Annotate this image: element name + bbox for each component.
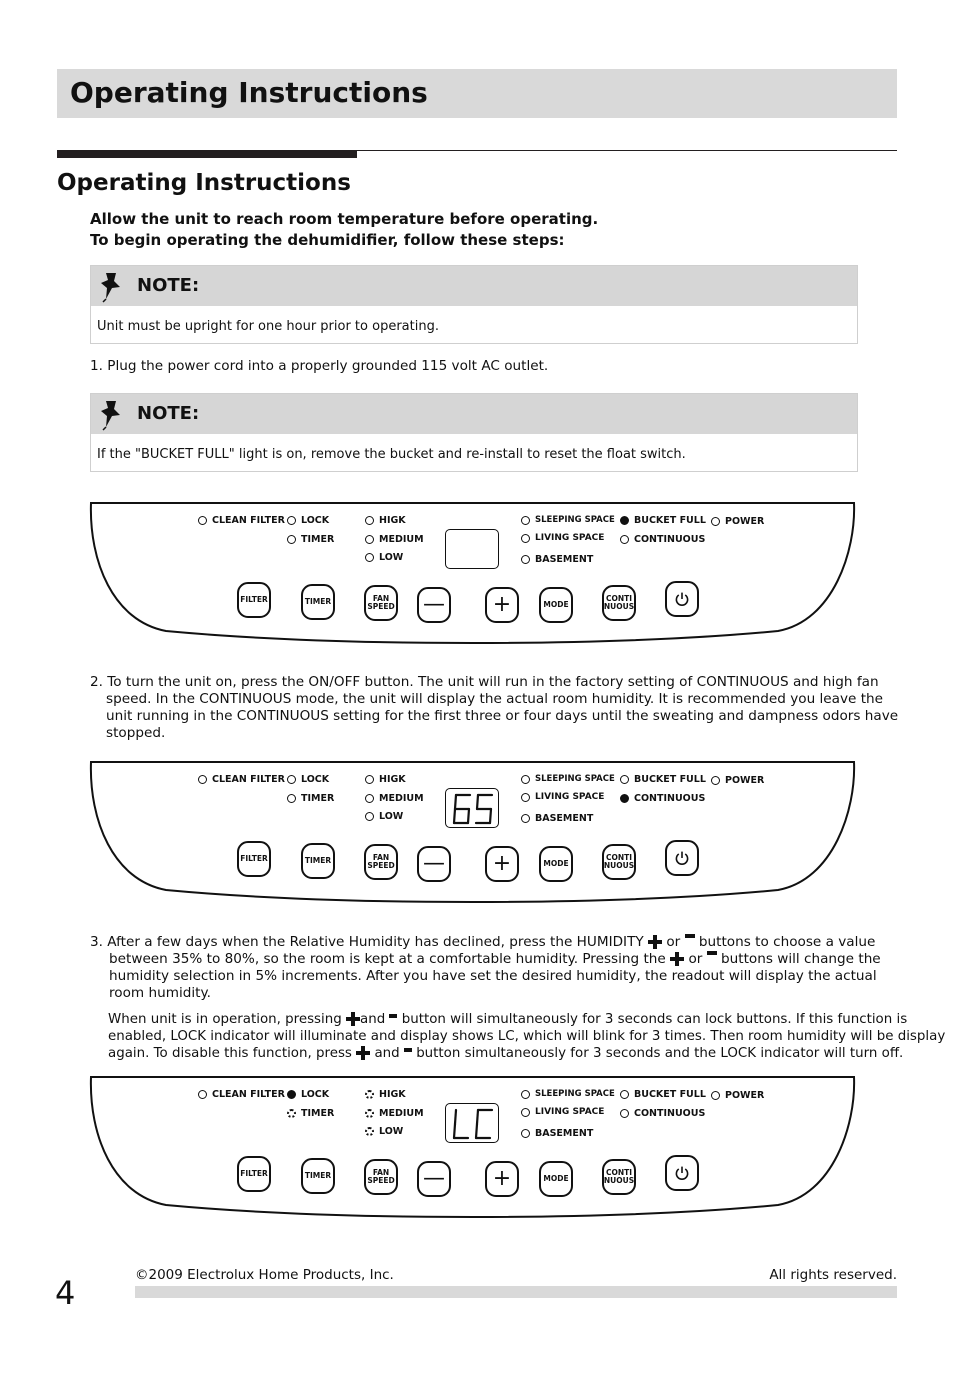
step-3-line-2 bbox=[109, 951, 881, 968]
timer-button[interactable] bbox=[301, 843, 335, 879]
display-segment bbox=[476, 1124, 477, 1138]
basement-label: BASEMENT bbox=[535, 554, 594, 565]
lock-indicator bbox=[287, 515, 329, 526]
bucket-full-indicator bbox=[620, 515, 706, 526]
low-led bbox=[365, 553, 374, 562]
continuous-label-line-2: NUOUS bbox=[603, 602, 635, 611]
basement-indicator bbox=[521, 554, 593, 565]
continuous-button-label bbox=[604, 595, 634, 611]
continuous-button-label bbox=[604, 854, 634, 870]
power-icon bbox=[674, 591, 690, 607]
bucket-full-indicator bbox=[620, 1089, 706, 1100]
lock-label: LOCK bbox=[301, 774, 330, 785]
power-button[interactable] bbox=[665, 840, 699, 876]
minus-icon bbox=[707, 951, 717, 957]
timer-indicator bbox=[287, 793, 334, 804]
plus-icon: + bbox=[492, 592, 512, 617]
lock-text-c: again. To disable this function, press bbox=[108, 1046, 352, 1061]
high-label: HIGK bbox=[379, 774, 406, 785]
step-3-line-1 bbox=[90, 934, 875, 951]
humidity-plus-button[interactable] bbox=[485, 846, 519, 882]
low-led bbox=[365, 812, 374, 821]
section-rule-thin bbox=[357, 150, 897, 151]
mode-button[interactable] bbox=[539, 1161, 573, 1197]
sleeping-space-led bbox=[521, 1090, 530, 1099]
lock-text-d: button simultaneously for 3 seconds and the LOCK indicator will turn off. bbox=[416, 1046, 904, 1061]
timer-button[interactable] bbox=[301, 584, 335, 620]
continuous-led bbox=[620, 794, 629, 803]
lock-indicator bbox=[287, 774, 329, 785]
note-label: NOTE: bbox=[137, 275, 200, 296]
timer-led bbox=[287, 794, 296, 803]
mode-button-label: MODE bbox=[543, 859, 569, 868]
display-digits bbox=[450, 1106, 496, 1142]
low-label: LOW bbox=[379, 1126, 404, 1137]
lock-text-b: button will simultaneously for 3 seconds can lock buttons. If this function is bbox=[401, 1012, 908, 1027]
continuous-label: CONTINUOUS bbox=[634, 1108, 706, 1119]
footer-band bbox=[135, 1286, 897, 1298]
mode-button[interactable] bbox=[539, 587, 573, 623]
lock-line-1 bbox=[108, 1011, 907, 1028]
plus-icon bbox=[356, 1046, 370, 1060]
sleeping-space-label: SLEEPING SPACE bbox=[535, 1089, 615, 1099]
living-space-label: LIVING SPACE bbox=[535, 792, 605, 802]
high-label: HIGK bbox=[379, 515, 406, 526]
humidity-minus-button[interactable] bbox=[417, 587, 451, 623]
sleeping-space-indicator bbox=[521, 774, 615, 784]
continuous-label-line-2: NUOUS bbox=[603, 861, 635, 870]
high-indicator bbox=[365, 1089, 406, 1100]
footer-copyright: ©2009 Electrolux Home Products, Inc. bbox=[135, 1267, 394, 1283]
power-button[interactable] bbox=[665, 581, 699, 617]
sleeping-space-label: SLEEPING SPACE bbox=[535, 515, 615, 525]
bucket-full-led bbox=[620, 1090, 629, 1099]
minus-icon: — bbox=[423, 1166, 445, 1191]
low-indicator bbox=[365, 1126, 403, 1137]
plus-icon: + bbox=[492, 1166, 512, 1191]
clean-filter-indicator bbox=[198, 515, 285, 526]
lock-led bbox=[287, 516, 296, 525]
power-led bbox=[711, 1091, 720, 1100]
page-number: 4 bbox=[55, 1274, 76, 1312]
living-space-label: LIVING SPACE bbox=[535, 533, 605, 543]
continuous-label: CONTINUOUS bbox=[634, 534, 706, 545]
note-text: If the "BUCKET FULL" light is on, remove the bucket and re-install to reset the float switch. bbox=[91, 434, 857, 471]
step-1-text: 1. Plug the power cord into a properly grounded 115 volt AC outlet. bbox=[90, 358, 549, 374]
filter-button[interactable] bbox=[237, 1156, 271, 1192]
continuous-label-line-1: CONTI bbox=[605, 1168, 633, 1177]
timer-button[interactable] bbox=[301, 1158, 335, 1194]
step-2-line-2: speed. In the CONTINUOUS mode, the unit will display the actual room humidity. It is recommended you leave the bbox=[106, 691, 884, 707]
fan-speed-label-line-2: SPEED bbox=[367, 602, 395, 611]
section-title: Operating Instructions bbox=[57, 170, 351, 196]
lock-label: LOCK bbox=[301, 1089, 330, 1100]
continuous-button[interactable] bbox=[602, 585, 636, 621]
bucket-full-led bbox=[620, 775, 629, 784]
medium-led bbox=[365, 794, 374, 803]
footer-rights: All rights reserved. bbox=[769, 1267, 897, 1283]
display-segment bbox=[454, 1124, 455, 1138]
pushpin-icon bbox=[99, 399, 129, 431]
continuous-label-line-2: NUOUS bbox=[603, 1176, 635, 1185]
timer-label: TIMER bbox=[301, 534, 335, 545]
high-indicator bbox=[365, 774, 406, 785]
fan-speed-button[interactable] bbox=[364, 844, 398, 880]
timer-indicator bbox=[287, 534, 334, 545]
lock-led bbox=[287, 775, 296, 784]
high-led bbox=[365, 516, 374, 525]
note-header bbox=[91, 266, 857, 306]
display-segment bbox=[477, 1110, 478, 1124]
display-segment bbox=[490, 809, 491, 823]
clean-filter-label: CLEAN FILTER bbox=[212, 1089, 285, 1100]
high-led bbox=[365, 1090, 374, 1099]
sleeping-space-led bbox=[521, 516, 530, 525]
minus-icon: — bbox=[423, 592, 445, 617]
fan-speed-label-line-1: FAN bbox=[372, 1168, 390, 1177]
continuous-label-line-1: CONTI bbox=[605, 853, 633, 862]
power-icon bbox=[674, 850, 690, 866]
timer-label: TIMER bbox=[301, 793, 335, 804]
high-label: HIGK bbox=[379, 1089, 406, 1100]
step-3-text-b: buttons to choose a value bbox=[698, 934, 876, 950]
power-led bbox=[711, 776, 720, 785]
lock-indicator bbox=[287, 1089, 329, 1100]
living-space-led bbox=[521, 1108, 530, 1117]
page-header-title: Operating Instructions bbox=[70, 76, 428, 109]
display-digits bbox=[450, 791, 496, 827]
humidity-minus-button[interactable] bbox=[417, 846, 451, 882]
timer-led bbox=[287, 535, 296, 544]
mode-button-label: MODE bbox=[543, 600, 569, 609]
fan-speed-label-line-1: FAN bbox=[372, 594, 390, 603]
power-label: POWER bbox=[725, 516, 765, 527]
display-segment bbox=[455, 795, 456, 809]
fan-speed-button-label bbox=[367, 1169, 394, 1185]
basement-led bbox=[521, 814, 530, 823]
humidity-plus-button[interactable] bbox=[485, 587, 519, 623]
and-text: and bbox=[360, 1012, 386, 1027]
filter-button[interactable] bbox=[237, 582, 271, 618]
basement-label: BASEMENT bbox=[535, 1128, 594, 1139]
high-indicator bbox=[365, 515, 406, 526]
bucket-full-indicator bbox=[620, 774, 706, 785]
medium-indicator bbox=[365, 534, 424, 545]
clean-filter-label: CLEAN FILTER bbox=[212, 515, 285, 526]
medium-label: MEDIUM bbox=[379, 793, 424, 804]
power-led bbox=[711, 517, 720, 526]
display-segment bbox=[477, 795, 478, 809]
step-3-line-3: humidity selection in 5% increments. After you have set the desired humidity, the readout will display the actual bbox=[109, 968, 877, 984]
step-2-line-4: stopped. bbox=[106, 725, 166, 741]
low-label: LOW bbox=[379, 552, 404, 563]
medium-led bbox=[365, 535, 374, 544]
power-indicator bbox=[711, 775, 764, 786]
bucket-full-label: BUCKET FULL bbox=[634, 1089, 706, 1100]
step-3-line-4: room humidity. bbox=[109, 985, 211, 1001]
continuous-led bbox=[620, 1109, 629, 1118]
note-text: Unit must be upright for one hour prior to operating. bbox=[91, 306, 857, 343]
continuous-button[interactable] bbox=[602, 844, 636, 880]
medium-label: MEDIUM bbox=[379, 534, 424, 545]
timer-button-label: TIMER bbox=[304, 597, 332, 606]
fan-speed-label-line-1: FAN bbox=[372, 853, 390, 862]
humidity-minus-button[interactable] bbox=[417, 1161, 451, 1197]
step-3-text-c: between 35% to 80%, so the room is kept at a comfortable humidity. Pressing the bbox=[109, 951, 666, 967]
clean-filter-indicator bbox=[198, 1089, 285, 1100]
note-box-2 bbox=[90, 393, 858, 472]
control-panel-1 bbox=[88, 501, 856, 647]
plus-icon bbox=[346, 1012, 360, 1026]
intro-line-1: Allow the unit to reach room temperature before operating. bbox=[90, 210, 599, 228]
lock-label: LOCK bbox=[301, 515, 330, 526]
power-button[interactable] bbox=[665, 1155, 699, 1191]
step-2-line-3: unit running in the CONTINUOUS setting for the first three or four days until the sweating and dampness odors have bbox=[106, 708, 899, 724]
continuous-button-label bbox=[604, 1169, 634, 1185]
medium-label: MEDIUM bbox=[379, 1108, 424, 1119]
clean-filter-led bbox=[198, 516, 207, 525]
power-label: POWER bbox=[725, 1090, 765, 1101]
step-2-line-1: 2. To turn the unit on, press the ON/OFF button. The unit will run in the factory setting of CONTINUOUS and high fan bbox=[90, 674, 879, 690]
filter-button-label: FILTER bbox=[240, 854, 268, 863]
humidity-display bbox=[445, 788, 499, 828]
control-panel-2 bbox=[88, 760, 856, 906]
filter-button-label: FILTER bbox=[240, 595, 268, 604]
living-space-indicator bbox=[521, 1107, 604, 1117]
display-digits bbox=[450, 532, 496, 568]
fan-speed-button-label bbox=[367, 854, 394, 870]
living-space-led bbox=[521, 534, 530, 543]
medium-indicator bbox=[365, 1108, 424, 1119]
note-label: NOTE: bbox=[137, 403, 200, 424]
filter-button[interactable] bbox=[237, 841, 271, 877]
high-led bbox=[365, 775, 374, 784]
basement-led bbox=[521, 555, 530, 564]
low-label: LOW bbox=[379, 811, 404, 822]
timer-indicator bbox=[287, 1108, 334, 1119]
lock-text-a: When unit is in operation, pressing bbox=[108, 1012, 342, 1027]
sleeping-space-indicator bbox=[521, 1089, 615, 1099]
bucket-full-led bbox=[620, 516, 629, 525]
living-space-indicator bbox=[521, 533, 604, 543]
continuous-label-line-1: CONTI bbox=[605, 594, 633, 603]
living-space-label: LIVING SPACE bbox=[535, 1107, 605, 1117]
clean-filter-indicator bbox=[198, 774, 285, 785]
mode-button-label: MODE bbox=[543, 1174, 569, 1183]
low-indicator bbox=[365, 552, 403, 563]
clean-filter-led bbox=[198, 775, 207, 784]
clean-filter-label: CLEAN FILTER bbox=[212, 774, 285, 785]
pushpin-icon bbox=[99, 271, 129, 303]
power-indicator bbox=[711, 1090, 764, 1101]
fan-speed-button-label bbox=[367, 595, 394, 611]
humidity-plus-button[interactable] bbox=[485, 1161, 519, 1197]
minus-icon bbox=[389, 1014, 397, 1020]
fan-speed-label-line-2: SPEED bbox=[367, 1176, 395, 1185]
clean-filter-led bbox=[198, 1090, 207, 1099]
fan-speed-label-line-2: SPEED bbox=[367, 861, 395, 870]
timer-led bbox=[287, 1109, 296, 1118]
humidity-display bbox=[445, 1103, 499, 1143]
minus-icon bbox=[404, 1048, 412, 1054]
living-space-indicator bbox=[521, 792, 604, 802]
continuous-indicator bbox=[620, 1108, 705, 1119]
intro-line-2: To begin operating the dehumidifier, follow these steps: bbox=[90, 231, 565, 249]
power-icon bbox=[674, 1165, 690, 1181]
basement-indicator bbox=[521, 813, 593, 824]
power-indicator bbox=[711, 516, 764, 527]
medium-indicator bbox=[365, 793, 424, 804]
and-text: and bbox=[374, 1046, 400, 1061]
basement-indicator bbox=[521, 1128, 593, 1139]
low-led bbox=[365, 1127, 374, 1136]
humidity-display bbox=[445, 529, 499, 569]
continuous-button[interactable] bbox=[602, 1159, 636, 1195]
bucket-full-label: BUCKET FULL bbox=[634, 774, 706, 785]
timer-button-label: TIMER bbox=[304, 856, 332, 865]
note-header bbox=[91, 394, 857, 434]
plus-icon: + bbox=[492, 851, 512, 876]
bucket-full-label: BUCKET FULL bbox=[634, 515, 706, 526]
section-rule-thick bbox=[57, 150, 357, 158]
sleeping-space-indicator bbox=[521, 515, 615, 525]
step-3-text-d: buttons will change the bbox=[721, 951, 881, 967]
lock-line-2: enabled, LOCK indicator will illuminate and display shows LC, which will blink for 3 times. Then room humidity will be display bbox=[108, 1029, 946, 1044]
timer-button-label: TIMER bbox=[304, 1171, 332, 1180]
or-text: or bbox=[688, 951, 703, 967]
continuous-led bbox=[620, 535, 629, 544]
plus-icon bbox=[648, 935, 662, 949]
basement-label: BASEMENT bbox=[535, 813, 594, 824]
minus-icon bbox=[685, 934, 695, 940]
display-segment bbox=[455, 1110, 456, 1124]
low-indicator bbox=[365, 811, 403, 822]
continuous-indicator bbox=[620, 793, 705, 804]
fan-speed-button[interactable] bbox=[364, 585, 398, 621]
plus-icon bbox=[670, 952, 684, 966]
power-label: POWER bbox=[725, 775, 765, 786]
mode-button[interactable] bbox=[539, 846, 573, 882]
continuous-indicator bbox=[620, 534, 705, 545]
fan-speed-button[interactable] bbox=[364, 1159, 398, 1195]
lock-line-3 bbox=[108, 1045, 903, 1062]
basement-led bbox=[521, 1129, 530, 1138]
medium-led bbox=[365, 1109, 374, 1118]
living-space-led bbox=[521, 793, 530, 802]
minus-icon: — bbox=[423, 851, 445, 876]
timer-label: TIMER bbox=[301, 1108, 335, 1119]
sleeping-space-led bbox=[521, 775, 530, 784]
lock-led bbox=[287, 1090, 296, 1099]
continuous-label: CONTINUOUS bbox=[634, 793, 706, 804]
note-box-1 bbox=[90, 265, 858, 344]
step-3-text-a: 3. After a few days when the Relative Humidity has declined, press the HUMIDITY bbox=[90, 934, 644, 950]
or-text: or bbox=[666, 934, 681, 950]
display-segment bbox=[454, 809, 455, 823]
filter-button-label: FILTER bbox=[240, 1169, 268, 1178]
sleeping-space-label: SLEEPING SPACE bbox=[535, 774, 615, 784]
display-segment bbox=[468, 809, 469, 823]
control-panel-3 bbox=[88, 1075, 856, 1221]
